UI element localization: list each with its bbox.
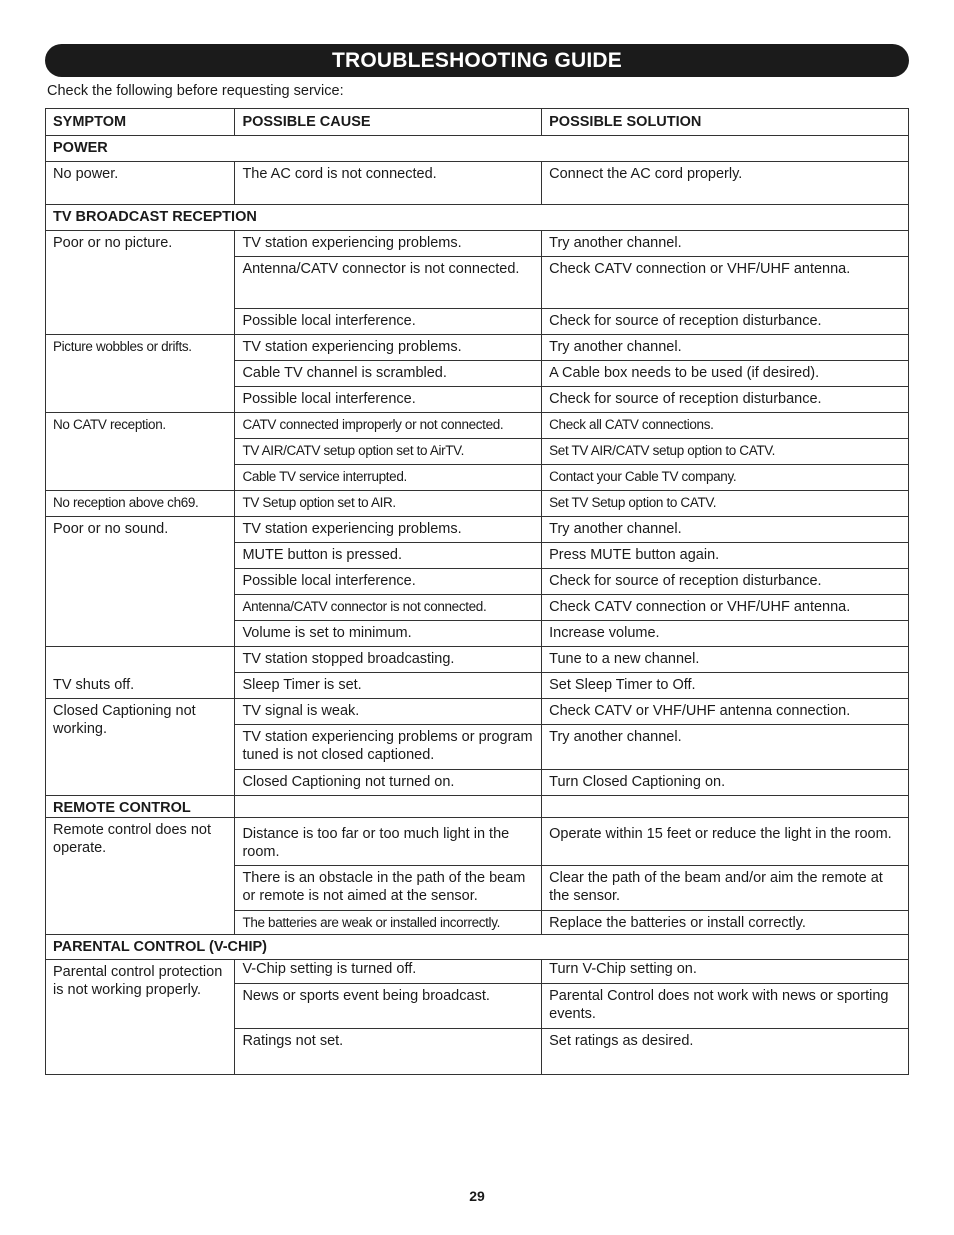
cause-cell: TV AIR/CATV setup option set to AirTV. (235, 439, 542, 465)
solution-cell: Operate within 15 feet or reduce the light in the room. (542, 818, 909, 866)
cause-cell: Antenna/CATV connector is not connected. (235, 257, 542, 309)
cause-cell: Distance is too far or too much light in the room. (235, 818, 542, 866)
solution-cell: Check for source of reception disturbance. (542, 387, 909, 413)
cause-cell: TV station experiencing problems. (235, 335, 542, 361)
symptom-cell: No reception above ch69. (46, 491, 235, 517)
cause-cell: Possible local interference. (235, 387, 542, 413)
table-row (46, 517, 909, 543)
solution-cell: Set TV Setup option to CATV. (542, 491, 909, 517)
page-title: TROUBLESHOOTING GUIDE (45, 44, 909, 77)
cause-cell: Volume is set to minimum. (235, 621, 542, 647)
solution-cell: Clear the path of the beam and/or aim the remote at the sensor. (542, 866, 909, 911)
solution-cell: Set Sleep Timer to Off. (542, 673, 909, 699)
solution-cell: A Cable box needs to be used (if desired). (542, 361, 909, 387)
cause-header: POSSIBLE CAUSE (235, 109, 542, 136)
cause-cell: Cable TV channel is scrambled. (235, 361, 542, 387)
solution-cell: Press MUTE button again. (542, 543, 909, 569)
symptom-header: SYMPTOM (46, 109, 235, 136)
solution-cell: Check all CATV connections. (542, 413, 909, 439)
section-parental-control: PARENTAL CONTROL (V-CHIP) (46, 935, 909, 960)
symptom-cell: No CATV reception. (46, 413, 235, 491)
empty-cell (542, 796, 909, 818)
solution-cell: Turn V-Chip setting on. (542, 960, 909, 984)
solution-cell: Try another channel. (542, 335, 909, 361)
symptom-cell: Picture wobbles or drifts. (46, 335, 235, 413)
solution-cell: Check for source of reception disturbance. (542, 569, 909, 595)
page-number: 29 (469, 1188, 485, 1204)
solution-cell: Try another channel. (542, 231, 909, 257)
cause-cell: Antenna/CATV connector is not connected. (235, 595, 542, 621)
symptom-cell: Parental control protection is not working properly. (46, 960, 235, 1075)
cause-cell: Possible local interference. (235, 309, 542, 335)
section-row (46, 796, 909, 818)
solution-header: POSSIBLE SOLUTION (542, 109, 909, 136)
table-row (46, 231, 909, 257)
empty-cell (235, 796, 542, 818)
cause-cell: Ratings not set. (235, 1029, 542, 1075)
solution-cell: Set ratings as desired. (542, 1029, 909, 1075)
cause-cell: TV station experiencing problems or program tuned is not closed captioned. (235, 725, 542, 770)
section-row (46, 935, 909, 960)
symptom-cell: Poor or no picture. (46, 231, 235, 335)
troubleshooting-table (45, 108, 909, 1075)
solution-cell: Check CATV connection or VHF/UHF antenna. (542, 257, 909, 309)
section-row (46, 136, 909, 162)
section-tv-broadcast: TV BROADCAST RECEPTION (46, 205, 909, 231)
symptom-cell: Poor or no sound. (46, 517, 235, 647)
cause-cell: MUTE button is pressed. (235, 543, 542, 569)
section-row (46, 205, 909, 231)
solution-cell: Check CATV connection or VHF/UHF antenna. (542, 595, 909, 621)
intro-text: Check the following before requesting service: (47, 83, 344, 99)
symptom-cell: Remote control does not operate. (46, 818, 235, 935)
table-row (46, 162, 909, 205)
symptom-cell: No power. (46, 162, 235, 205)
cause-cell: TV station experiencing problems. (235, 231, 542, 257)
symptom-cell: TV shuts off. (46, 647, 235, 699)
solution-cell: Increase volume. (542, 621, 909, 647)
solution-cell: Replace the batteries or install correctly. (542, 911, 909, 935)
cause-cell: TV Setup option set to AIR. (235, 491, 542, 517)
table-row (46, 818, 909, 866)
table-row (46, 960, 909, 984)
solution-cell: Contact your Cable TV company. (542, 465, 909, 491)
cause-cell: TV station stopped broadcasting. (235, 647, 542, 673)
table-row (46, 647, 909, 673)
solution-cell: Try another channel. (542, 725, 909, 770)
cause-cell: Sleep Timer is set. (235, 673, 542, 699)
cause-cell: V-Chip setting is turned off. (235, 960, 542, 984)
table-row (46, 699, 909, 725)
cause-cell: Closed Captioning not turned on. (235, 770, 542, 796)
table-row (46, 413, 909, 439)
solution-cell: Parental Control does not work with news or sporting events. (542, 984, 909, 1029)
solution-cell: Tune to a new channel. (542, 647, 909, 673)
section-power: POWER (46, 136, 909, 162)
solution-cell: Check for source of reception disturbance. (542, 309, 909, 335)
cause-cell: CATV connected improperly or not connected. (235, 413, 542, 439)
cause-cell: Possible local interference. (235, 569, 542, 595)
cause-cell: The batteries are weak or installed incorrectly. (235, 911, 542, 935)
cause-cell: TV station experiencing problems. (235, 517, 542, 543)
solution-cell: Connect the AC cord properly. (542, 162, 909, 205)
cause-cell: Cable TV service interrupted. (235, 465, 542, 491)
symptom-cell: Closed Captioning not working. (46, 699, 235, 796)
solution-cell: Try another channel. (542, 517, 909, 543)
solution-cell: Turn Closed Captioning on. (542, 770, 909, 796)
section-remote-control: REMOTE CONTROL (46, 796, 235, 818)
header-row (46, 109, 909, 136)
table-row (46, 335, 909, 361)
cause-cell: The AC cord is not connected. (235, 162, 542, 205)
cause-cell: There is an obstacle in the path of the beam or remote is not aimed at the sensor. (235, 866, 542, 911)
table-row (46, 491, 909, 517)
solution-cell: Check CATV or VHF/UHF antenna connection. (542, 699, 909, 725)
cause-cell: News or sports event being broadcast. (235, 984, 542, 1029)
cause-cell: TV signal is weak. (235, 699, 542, 725)
solution-cell: Set TV AIR/CATV setup option to CATV. (542, 439, 909, 465)
